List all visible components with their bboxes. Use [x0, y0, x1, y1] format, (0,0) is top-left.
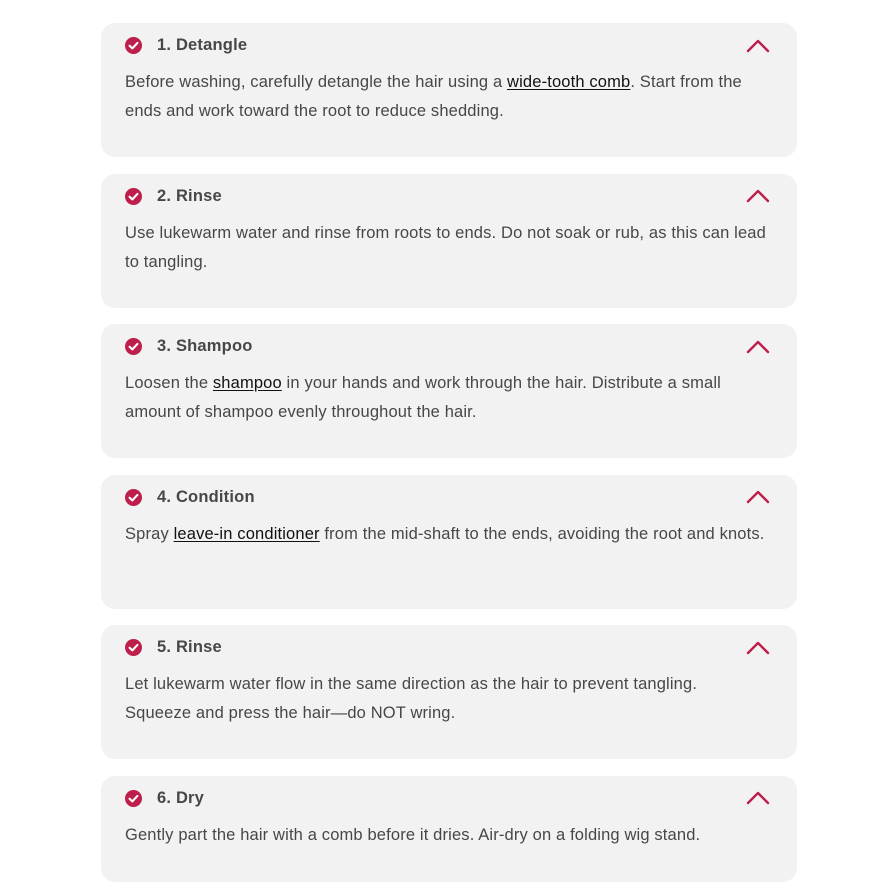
chevron-up-icon[interactable]: [745, 640, 771, 656]
step-item: [101, 776, 797, 882]
chevron-up-icon[interactable]: [745, 339, 771, 355]
check-circle-icon: [124, 488, 142, 506]
step-text: Loosen the: [125, 374, 213, 392]
chevron-up-icon[interactable]: [745, 790, 771, 806]
step-header[interactable]: [101, 324, 797, 369]
step-item: [101, 324, 797, 458]
step-text: Let lukewarm water flow in the same direction as the hair to prevent tangling. Squeeze and press the hair—do NOT wring.: [125, 675, 698, 722]
step-text: . Start from the ends and work toward the root to reduce shedding.: [125, 73, 742, 120]
check-circle-icon: [124, 789, 142, 807]
leave-in-conditioner-link[interactable]: leave-in conditioner: [173, 524, 320, 543]
step-header[interactable]: [101, 174, 797, 219]
care-steps-accordion: [101, 23, 797, 882]
step-text: in your hands and work through the hair. Distribute a small amount of shampoo evenly throughout the hair.: [125, 374, 721, 421]
step-item: [101, 174, 797, 308]
step-body: [101, 369, 797, 427]
step-header[interactable]: [101, 475, 797, 520]
check-circle-icon: [124, 187, 142, 205]
step-item: [101, 475, 797, 609]
step-text: Use lukewarm water and rinse from roots to ends. Do not soak or rub, as this can lead to tangling.: [125, 223, 766, 271]
step-body: [101, 520, 797, 549]
step-item: [101, 23, 797, 157]
step-header[interactable]: [101, 23, 797, 68]
chevron-up-icon[interactable]: [745, 188, 771, 204]
step-body: [101, 670, 797, 728]
step-text: Before washing, carefully detangle the hair using a: [125, 73, 508, 91]
check-circle-icon: [124, 639, 142, 657]
check-circle-icon: [124, 37, 142, 55]
wide-tooth-comb-link[interactable]: wide-tooth comb: [507, 73, 631, 91]
step-title: 4. Condition: [157, 487, 255, 506]
step-title: 2. Rinse: [157, 186, 222, 205]
step-body: [101, 68, 797, 126]
step-title: 1. Detangle: [157, 36, 248, 54]
chevron-up-icon[interactable]: [745, 38, 771, 54]
shampoo-link[interactable]: shampoo: [212, 374, 282, 392]
chevron-up-icon[interactable]: [745, 489, 771, 505]
step-header[interactable]: [101, 776, 797, 821]
step-text: from the mid-shaft to the ends, avoiding the root and knots.: [319, 524, 765, 543]
step-item: [101, 625, 797, 759]
step-title: 5. Rinse: [157, 638, 222, 656]
step-body: [101, 821, 797, 850]
step-text: Spray: [125, 524, 174, 543]
step-text: Gently part the hair with a comb before it dries. Air-dry on a folding wig stand.: [125, 825, 701, 844]
step-header[interactable]: [101, 625, 797, 670]
step-title: 6. Dry: [157, 788, 205, 807]
step-title: 3. Shampoo: [157, 337, 253, 355]
step-body: [101, 219, 797, 277]
check-circle-icon: [124, 338, 142, 356]
